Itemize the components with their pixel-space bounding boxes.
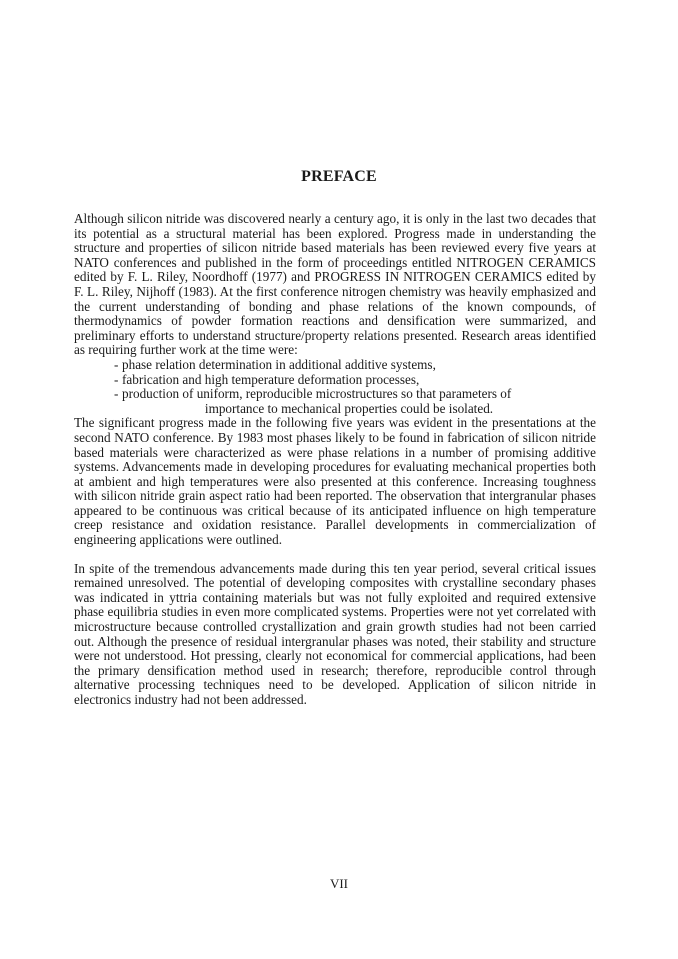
research-areas-list <box>74 358 596 416</box>
page-number: VII <box>329 876 349 891</box>
research-area-continuation: importance to mechanical properties could be isolated. <box>204 400 494 416</box>
paragraph-2: The significant progress made in the following five years was evident in the presentations at the second NATO conference. By 1983 most phases likely to be found in fabrication of silicon nitride based materials were characterized as were phase relations in a number of promising additive systems. Advancements made in developing procedures for evaluating mechanical properties both at ambient and high temperatures were also presented at this conference. Increasing toughness with silicon nitride grain aspect ratio had been reported. The observation that intergranular phases appeared to be continuous was critical because of its anticipated influence on high temperature creep resistance and oxidation resistance. Parallel developments in commercialization of engineering applications were outlined. <box>74 415 596 548</box>
research-area-item <box>114 387 596 416</box>
research-area-item: - fabrication and high temperature deformation processes, <box>114 373 596 388</box>
paragraph-1: Although silicon nitride was discovered nearly a century ago, it is only in the last two decades that its potential as a structural material has been explored. Progress made in understanding the structure and properties of silicon nitride based materials has been reviewed every five years at NATO conferences and published in the form of proceedings entitled NITROGEN CERAMICS edited by F. L. Riley, Noordhoff (1977) and PROGRESS IN NITROGEN CERAMICS edited by F. L. Riley, Nijhoff (1983). At the first conference nitrogen chemistry was heavily emphasized and the current understanding of bonding and phase relations of the known compounds, of thermodynamics of powder formation reactions and densification were summarized, and preliminary efforts to understand structure/property relations presented. Research areas identified as requiring further work at the time were: <box>74 211 596 358</box>
research-area-item: - phase relation determination in additional additive systems, <box>114 358 596 373</box>
research-area-text: production of uniform, reproducible microstructures so that parameters of <box>122 386 512 402</box>
page-title: PREFACE <box>301 168 377 185</box>
paragraph-3: In spite of the tremendous advancements made during this ten year period, several critical issues remained unresolved. The potential of developing composites with crystalline secondary phases was indicated in yttria containing materials but was not fully exploited and required extensive phase equilibria studies in even more complicated systems. Properties were not yet correlated with microstructure because controlled crystallization and grain growth studies had not been carried out. Although the presence of residual intergranular phases was noted, their stability and structure were not understood. Hot pressing, clearly not economical for commercial applications, had been the primary densification method used in research; therefore, reproducible control through alternative processing techniques need to be developed. Application of silicon nitride in electronics industry had not been addressed. <box>74 560 596 707</box>
preface-body <box>74 212 596 708</box>
